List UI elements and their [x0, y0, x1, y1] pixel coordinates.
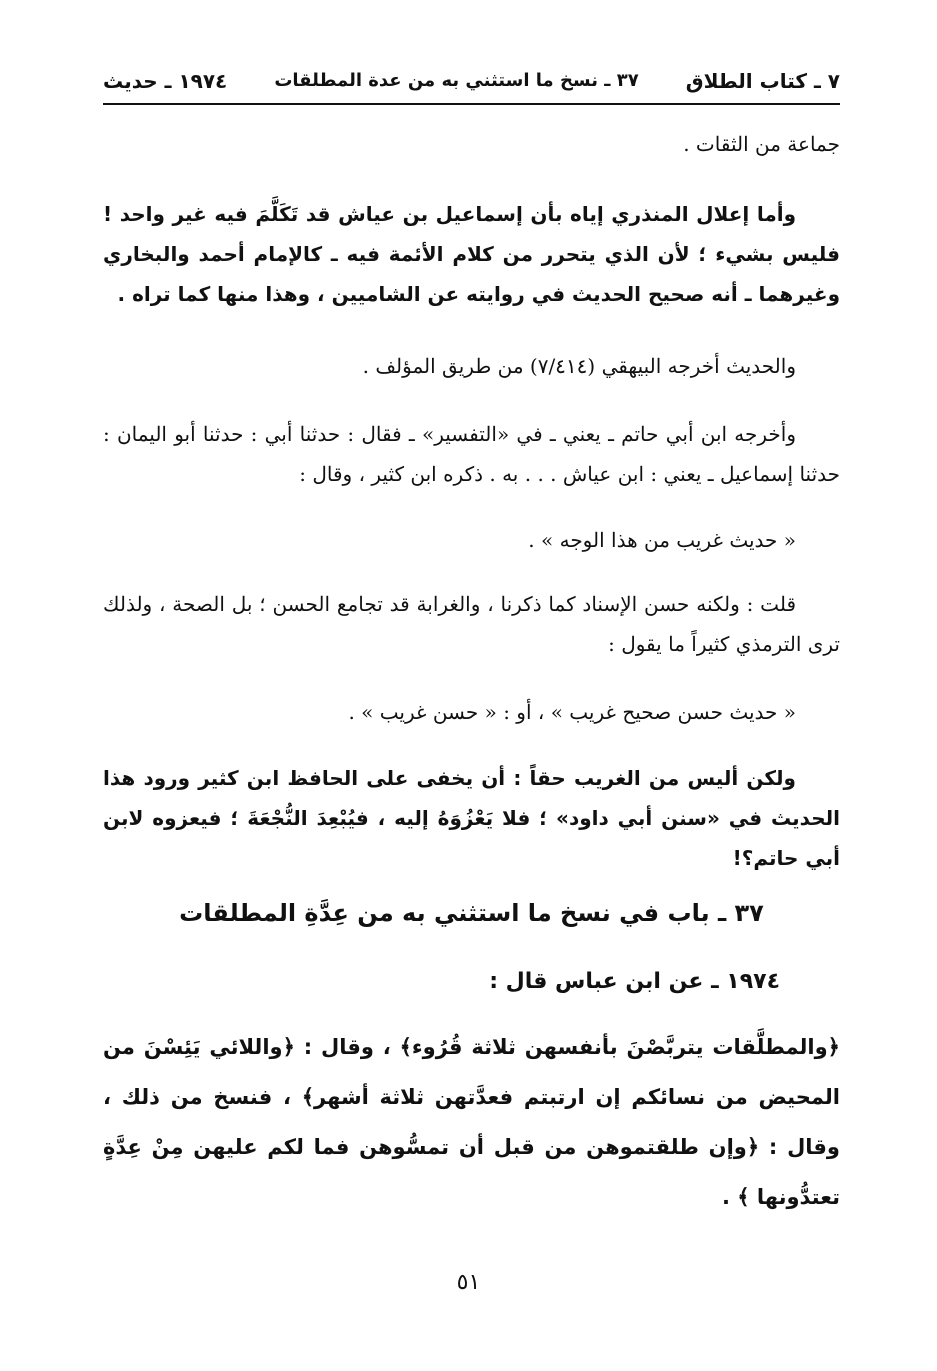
quote-1: « حديث غريب من هذا الوجه » .	[528, 528, 796, 552]
page-number: ٥١	[456, 1270, 481, 1295]
paragraph-2: وأما إعلال المنذري إياه بأن إسماعيل بن عياش قد تَكَلَّمَ فيه غير واحد ! فليس بشيء ؛ لأن الذي يتحرر من كلام الأئمة فيه ـ كالإمام أحمد والبخاري وغيرهما ـ أنه صحيح الحديث في روايته عن الشاميين ، وهذا منها كما تراه .	[103, 202, 840, 306]
hadith-text: ﴿والمطلَّقات يتربَّصْنَ بأنفسهن ثلاثة قُرُوء﴾ ، وقال : ﴿واللائي يَئِسْنَ من المحيض من نسائكم إن ارتبتم فعدَّتهن ثلاثة أشهر﴾ ، فنسخ من ذلك ، وقال : ﴿وإن طلقتموهن من قبل أن تمسُّوهن فما لكم عليهن مِنْ عِدَّةٍ تعتدُّونها ﴾ .	[103, 1035, 840, 1209]
quote-2: « حديث حسن صحيح غريب » ، أو : « حسن غريب » .	[348, 700, 796, 724]
header-book-title: ٧ ـ كتاب الطلاق	[685, 69, 840, 93]
header-hadith-ref: ١٩٧٤ ـ حديث	[103, 69, 228, 93]
paragraph-3: والحديث أخرجه البيهقي (٧/٤١٤) من طريق المؤلف .	[362, 354, 796, 378]
running-header	[103, 62, 840, 100]
paragraph-1: جماعة من الثقات .	[683, 132, 840, 156]
header-rule	[103, 103, 840, 105]
hadith-heading: ١٩٧٤ ـ عن ابن عباس قال :	[489, 969, 780, 994]
header-chapter-title: ٣٧ ـ نسخ ما استثني به من عدة المطلقات	[274, 70, 639, 91]
paragraph-6: قلت : ولكنه حسن الإسناد كما ذكرنا ، والغرابة قد تجامع الحسن ؛ بل الصحة ، ولذلك ترى الترمذي كثيراً ما يقول :	[103, 592, 840, 656]
paragraph-4: وأخرجه ابن أبي حاتم ـ يعني ـ في «التفسير» ـ فقال : حدثنا أبي : حدثنا أبو اليمان : حدثنا إسماعيل ـ يعني : ابن عياش . . . به . ذكره ابن كثير ، وقال :	[103, 422, 840, 486]
paragraph-8: ولكن أليس من الغريب حقاً : أن يخفى على الحافظ ابن كثير ورود هذا الحديث في «سنن أبي داود» ؛ فلا يَعْزُوَهُ إليه ، فيُبْعِدَ النُّجْعَةَ ؛ فيعزوه لابن أبي حاتم؟!	[103, 766, 840, 870]
section-title: ٣٧ ـ باب في نسخ ما استثني به من عِدَّةِ المطلقات	[179, 899, 764, 927]
